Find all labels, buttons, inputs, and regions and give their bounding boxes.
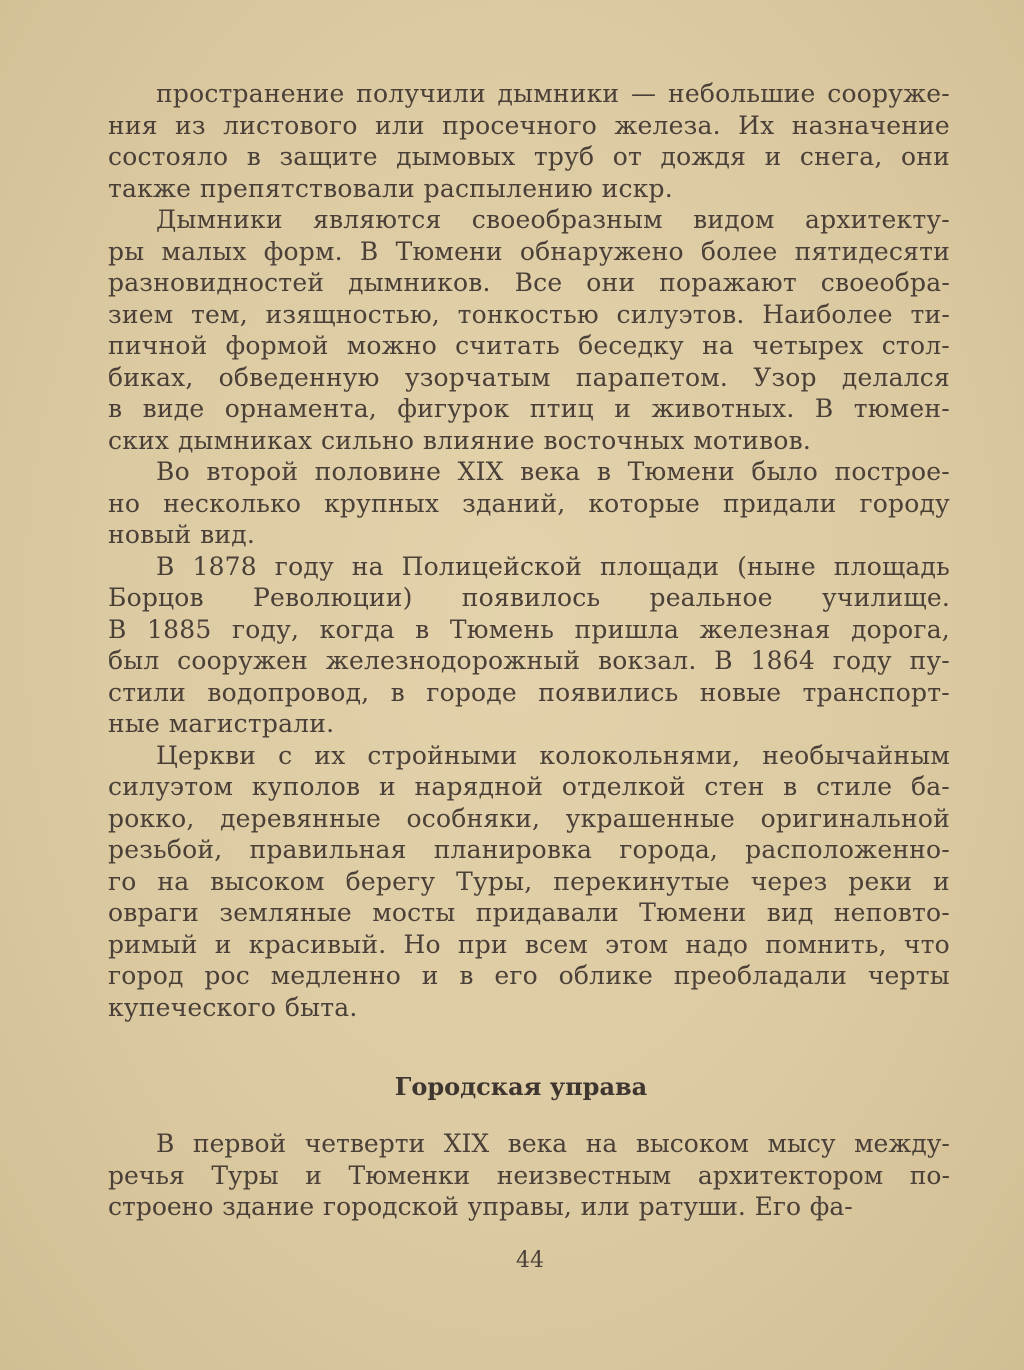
paragraph (108, 551, 950, 740)
text-line: ния из листового или просечного железа. Их назначение (108, 110, 950, 140)
text-line: ских дымниках сильно влияние восточных мотивов. (108, 425, 811, 455)
text-line: город рос медленно и в его облике преобладали черты (108, 961, 950, 990)
text-line: биках, обведенную узорчатым парапетом. Узор делался (108, 362, 950, 392)
text-line: Церкви с их стройными колокольнями, необычайным (156, 740, 950, 770)
text-line: стили водопровод, в городе появились новые транспорт- (108, 677, 950, 707)
text-line: также препятствовали распылению искр. (108, 173, 673, 203)
paragraph (108, 1128, 950, 1223)
text-line: ры малых форм. В Тюмени обнаружено более пятидесяти (108, 236, 950, 266)
text-line: ные магистрали. (108, 709, 335, 738)
body-text-bottom (108, 1128, 950, 1223)
text-line: Дымники являются своеобразным видом архитекту- (156, 205, 950, 234)
text-line: был сооружен железнодорожный вокзал. В 1864 году пу- (108, 646, 950, 675)
paragraph (108, 456, 950, 551)
paragraph (108, 740, 950, 1024)
paragraph (108, 204, 950, 456)
text-line: го на высоком берегу Туры, перекинутые через реки и (108, 866, 950, 896)
section-heading: Городская управа (394, 1072, 648, 1101)
text-line: В 1878 году на Полицейской площади (ныне площадь (156, 551, 950, 581)
text-line: В первой четверти XIX века на высоком мысу между- (156, 1129, 950, 1158)
text-line: разновидностей дымников. Все они поражают своеобра- (108, 268, 950, 297)
text-line: в виде орнамента, фигурок птиц и животных. В тюмен- (108, 394, 950, 423)
text-line: купеческого быта. (108, 992, 358, 1022)
text-line: овраги земляные мосты придавали Тюмени вид неповто- (108, 898, 950, 927)
text-line: римый и красивый. Но при всем этом надо помнить, что (108, 929, 950, 959)
page-number: 44 (516, 1248, 544, 1273)
text-line: строено здание городской управы, или ратуши. Его фа- (108, 1192, 853, 1221)
text-line: новый вид. (108, 520, 255, 549)
text-line: силуэтом куполов и нарядной отделкой стен в стиле ба- (108, 772, 950, 801)
text-line: Во второй половине XIX века в Тюмени было построе- (156, 457, 950, 486)
text-line: но несколько крупных зданий, которые придали городу (108, 488, 950, 518)
text-line: В 1885 году, когда в Тюмень пришла железная дорога, (108, 614, 950, 644)
text-line: Борцов Революции) появилось реальное училище. (108, 583, 950, 612)
text-line: пичной формой можно считать беседку на четырех стол- (108, 331, 950, 360)
body-text-top (108, 78, 950, 1023)
paragraph (108, 78, 950, 204)
text-line: пространение получили дымники — небольшие сооруже- (156, 79, 950, 108)
text-line: рокко, деревянные особняки, украшенные оригинальной (108, 803, 950, 833)
text-line: состояло в защите дымовых труб от дождя и снега, они (108, 142, 950, 171)
text-line: резьбой, правильная планировка города, расположенно- (108, 835, 950, 864)
text-line: речья Туры и Тюменки неизвестным архитектором по- (108, 1160, 950, 1190)
text-line: зием тем, изящностью, тонкостью силуэтов. Наиболее ти- (108, 299, 950, 329)
